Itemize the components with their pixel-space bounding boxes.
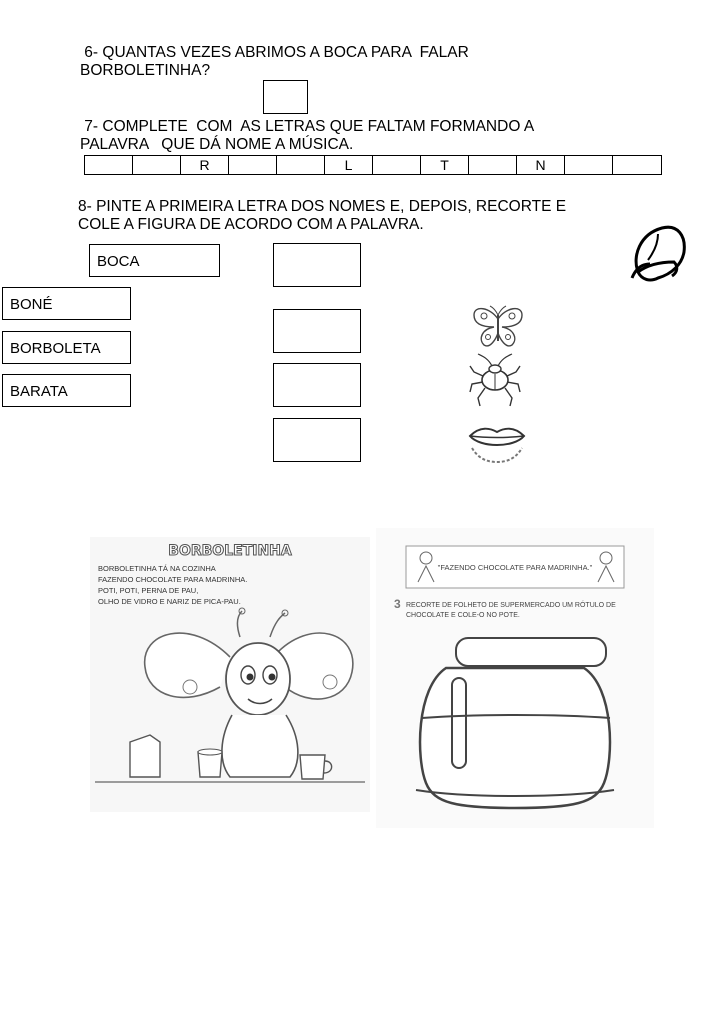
letter-cell[interactable]: R — [181, 156, 229, 174]
paste-box-2[interactable] — [273, 309, 361, 353]
jar-banner-text: "FAZENDO CHOCOLATE PARA MADRINHA." — [437, 563, 593, 572]
letter-cell[interactable] — [133, 156, 181, 174]
paste-box-3[interactable] — [273, 363, 361, 407]
letter-cell[interactable] — [373, 156, 421, 174]
q7-line1: 7- COMPLETE COM AS LETRAS QUE FALTAM FORMANDO A — [80, 118, 535, 135]
svg-text:3: 3 — [394, 597, 401, 611]
jar-picture — [376, 528, 654, 828]
word-label-bone[interactable]: BONÉ — [2, 287, 131, 320]
lyrics-title: BORBOLETINHA — [168, 543, 292, 559]
paste-box-4[interactable] — [273, 418, 361, 462]
cockroach-icon[interactable] — [468, 352, 522, 408]
lyrics-line-4: OLHO DE VIDRO E NARIZ DE PICA-PAU. — [98, 597, 241, 606]
q6-answer-box[interactable] — [263, 80, 308, 114]
q6-line2: BORBOLETINHA? — [80, 62, 211, 79]
jar-instruction-line-1: RECORTE DE FOLHETO DE SUPERMERCADO UM RÓTULO DE — [406, 602, 616, 609]
lyrics-line-3: POTI, POTI, PERNA DE PAU, — [98, 586, 199, 595]
letter-cell[interactable]: T — [421, 156, 469, 174]
word-label-boca[interactable]: BOCA — [89, 244, 220, 277]
q8-line1: 8- PINTE A PRIMEIRA LETRA DOS NOMES E, DEPOIS, RECORTE E — [78, 198, 567, 215]
butterfly-icon[interactable] — [470, 305, 526, 349]
letter-grid — [84, 155, 662, 175]
lyrics-picture-art — [90, 537, 370, 812]
letter-cell[interactable] — [565, 156, 613, 174]
jar-instruction-line-2: CHOCOLATE E COLE-O NO POTE. — [406, 612, 520, 619]
letter-cell[interactable] — [229, 156, 277, 174]
jar-picture-art — [376, 528, 654, 828]
lyrics-picture — [90, 537, 370, 812]
letter-cell[interactable]: N — [517, 156, 565, 174]
q6-line1: 6- QUANTAS VEZES ABRIMOS A BOCA PARA FALAR — [80, 44, 469, 61]
paste-box-1[interactable] — [273, 243, 361, 287]
word-label-barata[interactable]: BARATA — [2, 374, 131, 407]
letter-cell[interactable]: L — [325, 156, 373, 174]
letter-cell[interactable] — [277, 156, 325, 174]
q8-line2: COLE A FIGURA DE ACORDO COM A PALAVRA. — [78, 216, 424, 233]
mouth-icon[interactable] — [466, 418, 528, 464]
cap-icon[interactable] — [628, 222, 690, 286]
word-label-borboleta[interactable]: BORBOLETA — [2, 331, 131, 364]
letter-cell[interactable] — [469, 156, 517, 174]
lyrics-line-1: BORBOLETINHA TÁ NA COZINHA — [98, 564, 216, 573]
q7-line2: PALAVRA QUE DÁ NOME A MÚSICA. — [80, 136, 354, 153]
letter-cell[interactable] — [613, 156, 661, 174]
lyrics-line-2: FAZENDO CHOCOLATE PARA MADRINHA. — [98, 575, 248, 584]
letter-cell[interactable] — [85, 156, 133, 174]
